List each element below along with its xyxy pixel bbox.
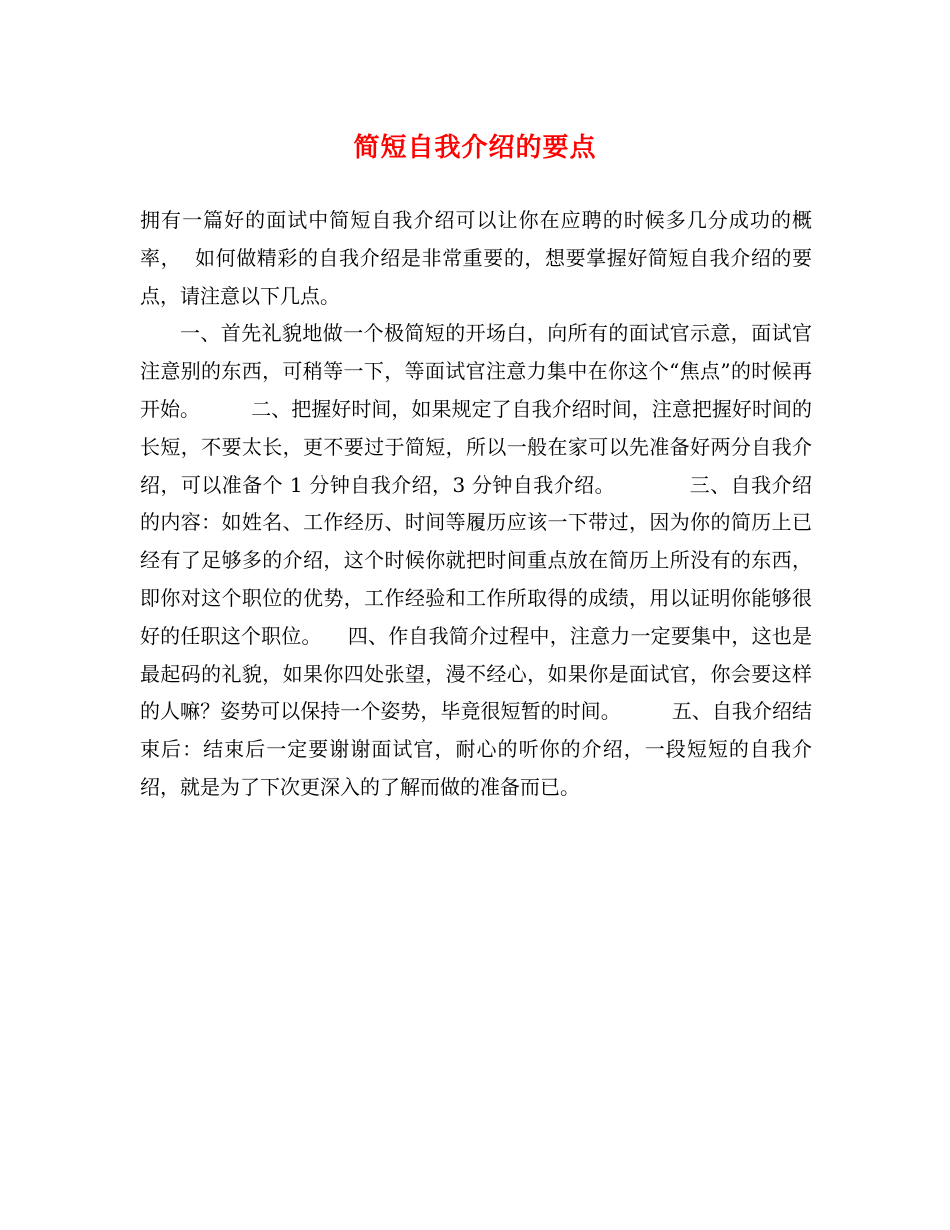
document-title: 简短自我介绍的要点 [353,133,597,163]
main-paragraph: 一、首先礼貌地做一个极简短的开场白，向所有的面试官示意，面试官注意别的东西，可稍等一下，等面试官注意力集中在你这个“焦点”的时候再开始。 二、把握好时间，如果规定了自我介绍时间，注意把握好时间的长短，不要太长，更不要过于简短，所以一般在家可以先准备好两分自我介绍，可以准备个 1 分钟自我介绍，3 分钟自我介绍。 三、自我介绍的内容：如姓名、工作经历、时间等履历应该一下带过，因为你的简历上已经有了足够多的介绍，这个时候你就把时间重点放在简历上所没有的东西，即你对这个职位的优势，工作经验和工作所取得的成绩，用以证明你能够很好的任职这个职位。 四、作自我简介过程中，注意力一定要集中，这也是最起码的礼貌，如果你四处张望，漫不经心，如果你是面试官，你会要这样的人嘛？姿势可以保持一个姿势，毕竟很短暂的时间。 五、自我介绍结束后：结束后一定要谢谢面试官，耐心的听你的介绍，一段短短的自我介绍，就是为了下次更深入的了解而做的准备而已。 [140,321,812,799]
intro-paragraph: 拥有一篇好的面试中简短自我介绍可以让你在应聘的时候多几分成功的概率， 如何做精彩的自我介绍是非常重要的，想要掌握好简短自我介绍的要点，请注意以下几点。 [140,208,812,308]
document-body [140,202,812,807]
